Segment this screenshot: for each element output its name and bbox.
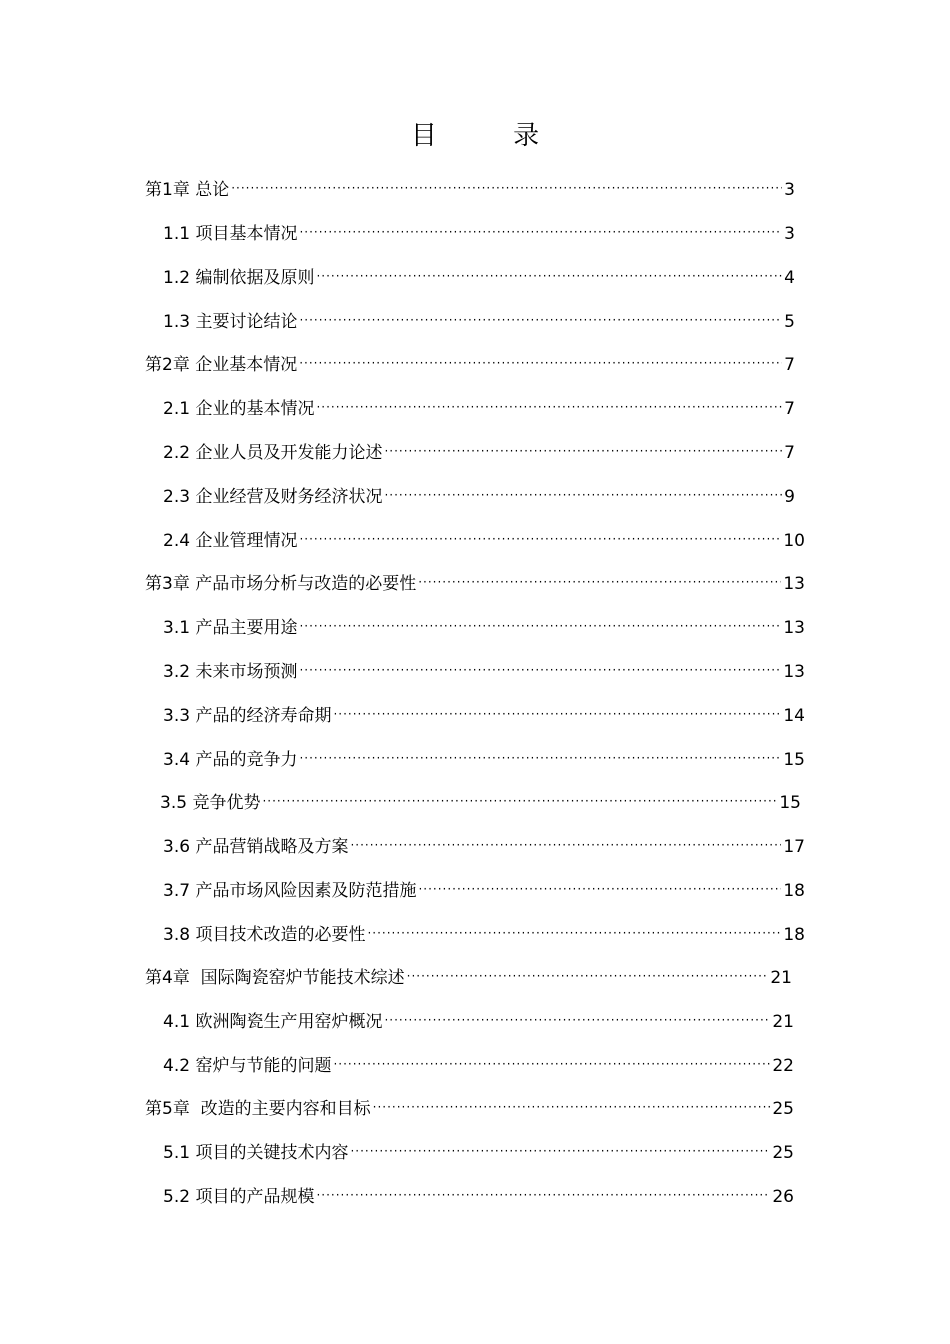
toc-leader-dots [316,392,782,422]
toc-entry-section-2-4[interactable] [163,526,805,556]
toc-entry-section-2-2[interactable] [163,438,795,468]
toc-entry-label: 2.2 企业人员及开发能力论述 [163,443,383,463]
toc-entry-section-3-2[interactable] [163,657,805,687]
toc-entry-page: 3 [784,224,795,244]
toc-entry-label: 第3章 产品市场分析与改造的必要性 [145,574,417,594]
toc-leader-dots [299,348,782,378]
toc-entry-section-3-6[interactable] [163,832,805,862]
toc-entry-section-5-2[interactable] [163,1182,794,1212]
toc-entry-section-4-1[interactable] [163,1007,794,1037]
toc-leader-dots [316,1180,770,1210]
toc-leader-dots [299,524,781,554]
toc-leader-dots [384,436,782,466]
toc-entry-chapter-5[interactable] [145,1094,794,1124]
toc-entry-label: 3.7 产品市场风险因素及防范措施 [163,881,417,901]
toc-entry-page: 9 [784,487,795,507]
toc-entry-page: 4 [784,268,795,288]
toc-entry-page: 18 [783,881,805,901]
toc-entry-section-5-1[interactable] [163,1138,794,1168]
toc-title: 目 录 [410,121,574,151]
toc-entry-label: 4.2 窑炉与节能的问题 [163,1056,332,1076]
toc-leader-dots [262,786,777,816]
toc-leader-dots [299,217,782,247]
toc-entry-label: 3.2 未来市场预测 [163,662,298,682]
toc-entry-section-2-1[interactable] [163,394,795,424]
toc-entry-section-2-3[interactable] [163,482,795,512]
toc-leader-dots [231,173,782,203]
toc-entry-page: 14 [783,706,805,726]
toc-entry-page: 21 [770,968,792,988]
toc-entry-page: 7 [784,443,795,463]
toc-entry-page: 22 [772,1056,794,1076]
toc-entry-label: 5.2 项目的产品规模 [163,1187,315,1207]
toc-entry-label: 2.1 企业的基本情况 [163,399,315,419]
toc-entry-label: 1.1 项目基本情况 [163,224,298,244]
toc-entry-section-1-1[interactable] [163,219,795,249]
toc-leader-dots [333,1049,770,1079]
toc-leader-dots [350,1136,770,1166]
toc-entry-section-3-1[interactable] [163,613,805,643]
toc-entry-page: 17 [783,837,805,857]
toc-entry-page: 25 [772,1099,794,1119]
toc-entry-page: 13 [783,574,805,594]
toc-entry-label: 4.1 欧洲陶瓷生产用窑炉概况 [163,1012,383,1032]
toc-entry-label: 3.5 竞争优势 [160,793,261,813]
toc-leader-dots [333,699,781,729]
toc-leader-dots [299,611,781,641]
toc-entry-section-3-4[interactable] [163,745,805,775]
toc-entry-section-4-2[interactable] [163,1051,794,1081]
toc-entry-label: 2.3 企业经营及财务经济状况 [163,487,383,507]
toc-entry-section-1-3[interactable] [163,307,795,337]
toc-leader-dots [299,655,781,685]
toc-entry-page: 18 [783,925,805,945]
toc-leader-dots [316,261,782,291]
toc-entry-page: 5 [784,312,795,332]
toc-entry-page: 21 [772,1012,794,1032]
toc-entry-page: 15 [783,750,805,770]
toc-entry-section-3-7[interactable] [163,876,805,906]
toc-leader-dots [384,1005,770,1035]
toc-entry-label: 2.4 企业管理情况 [163,531,298,551]
toc-entry-label: 5.1 项目的关键技术内容 [163,1143,349,1163]
toc-entry-page: 13 [783,662,805,682]
toc-leader-dots [373,1092,771,1122]
toc-entry-chapter-4[interactable] [145,963,792,993]
toc-entry-label: 第5章 改造的主要内容和目标 [145,1099,371,1119]
toc-leader-dots [418,874,781,904]
toc-entry-chapter-2[interactable] [145,350,795,380]
toc-entry-page: 25 [772,1143,794,1163]
toc-entry-page: 13 [783,618,805,638]
toc-entry-label: 1.2 编制依据及原则 [163,268,315,288]
toc-entry-section-3-3[interactable] [163,701,805,731]
toc-entry-label: 3.1 产品主要用途 [163,618,298,638]
toc-entry-page: 15 [779,793,801,813]
toc-entry-section-3-5[interactable] [160,788,801,818]
toc-entry-label: 3.4 产品的竞争力 [163,750,298,770]
toc-leader-dots [367,918,781,948]
toc-entry-page: 3 [784,180,795,200]
toc-entry-page: 10 [783,531,805,551]
toc-entry-page: 7 [784,399,795,419]
toc-leader-dots [299,305,782,335]
toc-entry-label: 1.3 主要讨论结论 [163,312,298,332]
toc-entry-label: 第1章 总论 [145,180,230,200]
toc-entry-label: 第2章 企业基本情况 [145,355,298,375]
toc-entry-label: 3.3 产品的经济寿命期 [163,706,332,726]
toc-entry-section-1-2[interactable] [163,263,795,293]
toc-leader-dots [384,480,782,510]
toc-entry-chapter-1[interactable] [145,175,795,205]
toc-entry-chapter-3[interactable] [145,569,805,599]
toc-entry-label: 3.8 项目技术改造的必要性 [163,925,366,945]
toc-entry-label: 第4章 国际陶瓷窑炉节能技术综述 [145,968,405,988]
toc-entry-page: 26 [772,1187,794,1207]
toc-entry-section-3-8[interactable] [163,920,805,950]
toc-leader-dots [350,830,781,860]
toc-entry-page: 7 [784,355,795,375]
toc-leader-dots [299,743,781,773]
toc-leader-dots [418,567,781,597]
toc-entry-label: 3.6 产品营销战略及方案 [163,837,349,857]
toc-leader-dots [407,961,769,991]
